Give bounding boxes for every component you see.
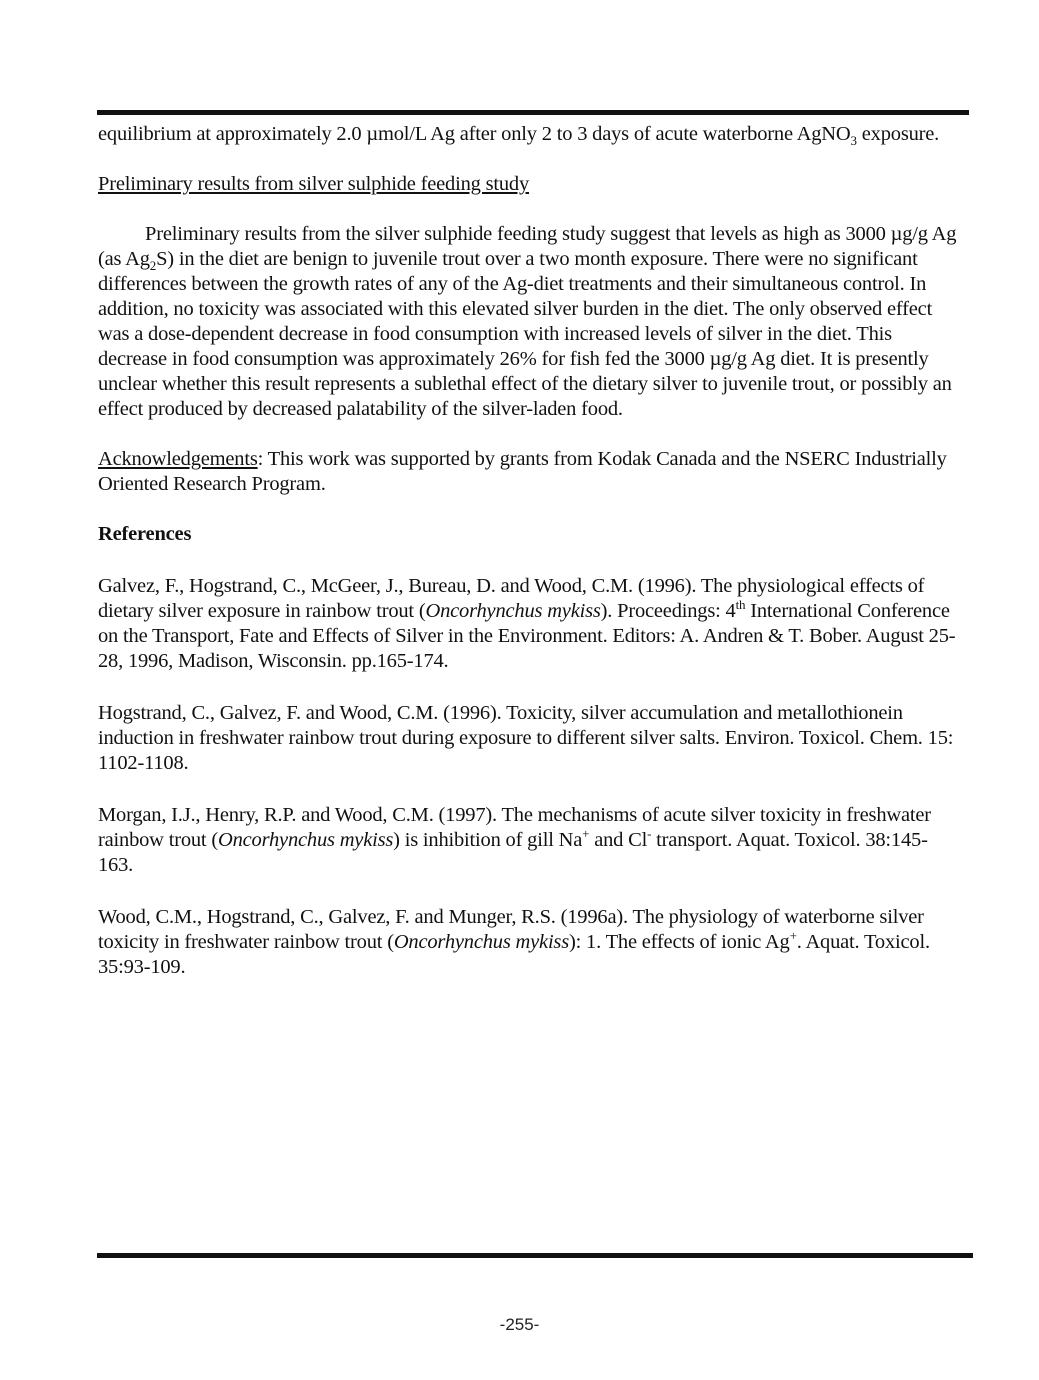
top-rule <box>97 110 969 115</box>
results-paragraph: Preliminary results from the silver sulphide feeding study suggest that levels as high as 3000 µg/g Ag (as $Ag_2S$) in the diet are benign to juvenile trout over a two month exposure. There were no significant differences between the growth rates of any of the Ag-diet treatments and their simultaneous control. In addition, no toxicity was associated with this elevated silver burden in the diet. The only observed effect was a dose-dependent decrease in food consumption with increased levels of silver in the diet. This decrease in food consumption was approximately 26% for fish fed the 3000 µg/g Ag diet. It is presently unclear whether this result represents a sublethal effect of the dietary silver to juvenile trout, or possibly an effect produced by decreased palatability of the silver-laden food. <box>98 223 957 420</box>
acknowledgements-paragraph: Acknowledgements: This work was supported by grants from Kodak Canada and the NSERC Industrially Oriented Research Program. <box>98 448 947 495</box>
reference-item-morgan: Morgan, I.J., Henry, R.P. and Wood, C.M. (1997). The mechanisms of acute silver toxicity in freshwater rainbow trout (Oncorhynchus mykiss) is inhibition of gill Na+ and Cl- transport. Aquat. Toxicol. 38:145-163. <box>98 804 931 876</box>
page-body <box>98 122 958 980</box>
reference-item-hogstrand: Hogstrand, C., Galvez, F. and Wood, C.M. (1996). Toxicity, silver accumulation and metallothionein induction in freshwater rainbow trout during exposure to different silver salts. Environ. Toxicol. Chem. 15: 1102-1108. <box>98 702 954 774</box>
reference-item-wood: Wood, C.M., Hogstrand, C., Galvez, F. and Munger, R.S. (1996a). The physiology of waterborne silver toxicity in freshwater rainbow trout (Oncorhynchus mykiss): 1. The effects of ionic Ag+. Aquat. Toxicol. 35:93-109. <box>98 906 930 978</box>
references-heading: References <box>98 523 192 545</box>
reference-item-galvez: Galvez, F., Hogstrand, C., McGeer, J., Bureau, D. and Wood, C.M. (1996). The physiological effects of dietary silver exposure in rainbow trout (Oncorhynchus mykiss). Proceedings: 4th International Conference on the Transport, Fate and Effects of Silver in the Environment. Editors: A. Andren & T. Bober. August 25-28, 1996, Madison, Wisconsin. pp.165-174. <box>98 575 956 672</box>
bottom-rule <box>97 1253 973 1258</box>
continuation-paragraph: equilibrium at approximately 2.0 µmol/L Ag after only 2 to 3 days of acute waterborne AgNO$_3$ exposure. <box>98 123 940 149</box>
section-heading: Preliminary results from silver sulphide feeding study <box>98 173 530 195</box>
page-number: -255- <box>499 1315 540 1334</box>
acknowledgements-label: Acknowledgements <box>98 448 258 470</box>
